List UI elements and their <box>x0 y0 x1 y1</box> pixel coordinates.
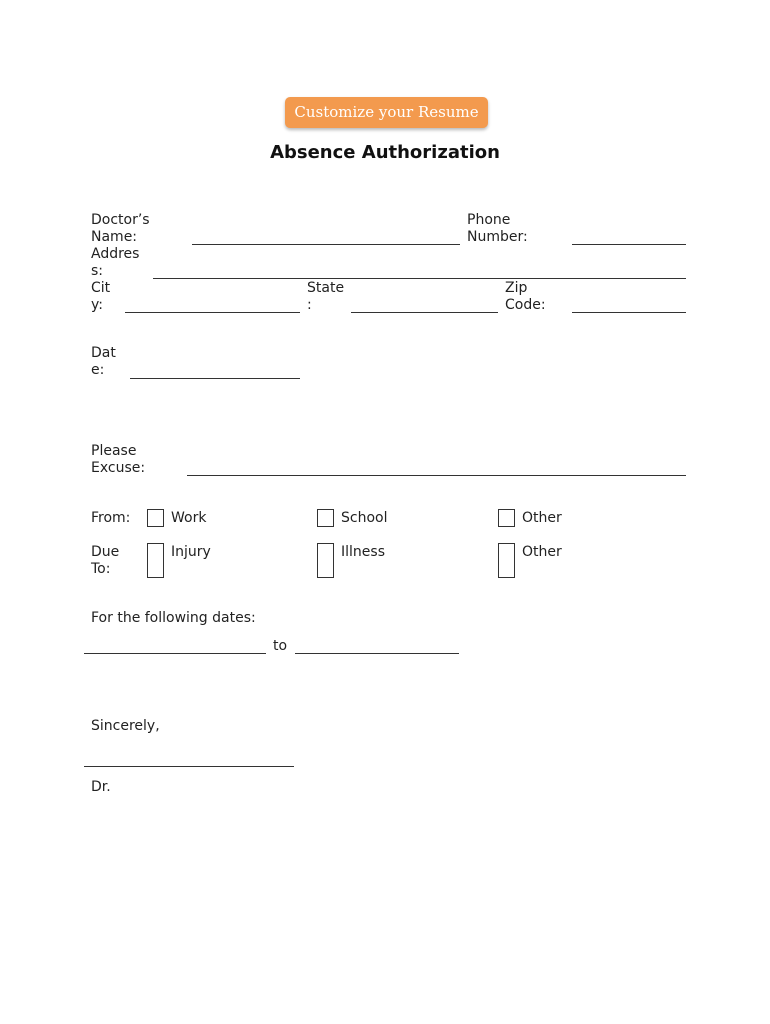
from-label: From: <box>91 510 131 526</box>
phone-number-field[interactable] <box>572 244 686 245</box>
sincerely-text: Sincerely, <box>91 718 160 734</box>
address-label: Addres s: <box>91 246 140 279</box>
due-other-checkbox[interactable] <box>498 543 515 578</box>
page-title: Absence Authorization <box>270 142 500 163</box>
phone-number-label: Phone Number: <box>467 212 528 245</box>
to-label: to <box>273 638 288 654</box>
due-illness-label: Illness <box>341 544 385 560</box>
from-school-label: School <box>341 510 388 526</box>
due-injury-label: Injury <box>171 544 211 560</box>
state-label: State : <box>307 280 345 313</box>
city-label: Cit y: <box>91 280 111 313</box>
due-to-label: Due To: <box>91 544 120 577</box>
start-date-field[interactable] <box>84 653 266 654</box>
date-label: Dat e: <box>91 345 116 378</box>
zip-code-field[interactable] <box>572 312 686 313</box>
from-school-checkbox[interactable] <box>317 509 334 527</box>
please-excuse-field[interactable] <box>187 475 686 476</box>
due-other-label: Other <box>522 544 562 560</box>
customize-resume-button[interactable]: Customize your Resume <box>285 97 488 128</box>
from-work-label: Work <box>171 510 207 526</box>
doctors-name-label: Doctor’s Name: <box>91 212 150 245</box>
from-other-label: Other <box>522 510 562 526</box>
address-field[interactable] <box>153 278 686 279</box>
date-field[interactable] <box>130 378 300 379</box>
from-work-checkbox[interactable] <box>147 509 164 527</box>
doctors-name-field[interactable] <box>192 244 460 245</box>
from-other-checkbox[interactable] <box>498 509 515 527</box>
end-date-field[interactable] <box>295 653 459 654</box>
please-excuse-label: Please Excuse: <box>91 443 146 476</box>
following-dates-label: For the following dates: <box>91 610 256 626</box>
dr-label: Dr. <box>91 779 111 795</box>
signature-field[interactable] <box>84 766 294 767</box>
zip-code-label: Zip Code: <box>505 280 546 313</box>
state-field[interactable] <box>351 312 498 313</box>
due-injury-checkbox[interactable] <box>147 543 164 578</box>
due-illness-checkbox[interactable] <box>317 543 334 578</box>
city-field[interactable] <box>125 312 300 313</box>
